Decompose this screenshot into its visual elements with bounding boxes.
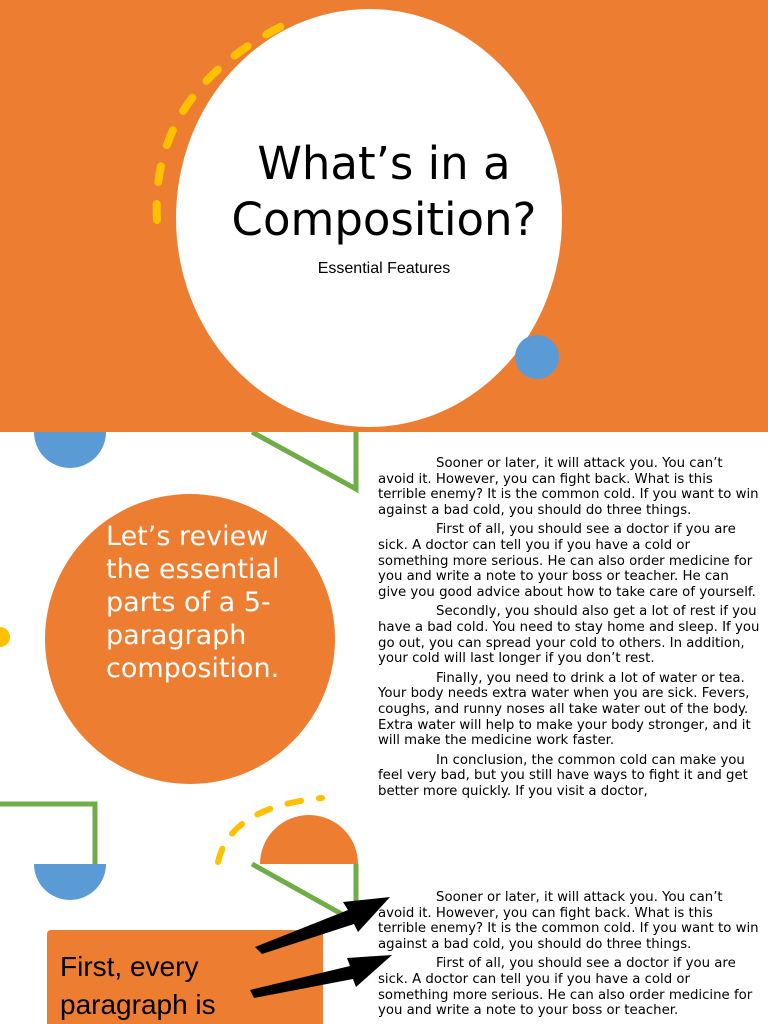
slide-subtitle: Essential Features — [317, 260, 451, 277]
essay-paragraph: Finally, you need to drink a lot of water or tea. Your body needs extra water when you are sick. Fevers, coughs, and runny noses all take water out of the body. Extra water will help to make your body stronger, and it will make the medicine work faster. — [378, 670, 751, 749]
blue-dot-decoration — [515, 335, 559, 379]
content-slide — [0, 432, 768, 1024]
callout-line-1: First, every — [60, 951, 199, 982]
title-line-1: What’s in a — [257, 137, 511, 190]
essay-paragraph: In conclusion, the common cold can make you feel very bad, but you still have ways to fight it and get better more quickly. If you visit a doctor, — [378, 752, 748, 799]
arrows — [0, 432, 768, 1024]
essay-paragraph: First of all, you should see a doctor if you are sick. A doctor can tell you if you have a cold or something more serious. He can also order medicine for you and write a note to your boss or teacher. He can give you good advice about how to take care of yourself. — [378, 522, 756, 600]
arrow-right-icon — [255, 897, 390, 954]
essay-paragraph: Sooner or later, it will attack you. You can’t avoid it. However, you can fight back. What is this terrible enemy? It is the common cold. If you want to win against a bad cold, you should do three things. — [378, 890, 759, 952]
arrow-right-icon — [250, 955, 392, 998]
essay-paragraph: Secondly, you should also get a lot of rest if you have a bad cold. You need to stay home and sleep. If you go out, you can spread your cold to others. In addition, your cold will last longer if you don’t rest. — [378, 604, 760, 667]
callout-line-2: paragraph is — [60, 989, 216, 1020]
title-slide — [0, 0, 768, 432]
review-text: Let’s review the essential parts of a 5-paragraph composition. — [106, 521, 280, 684]
essay-paragraph: First of all, you should see a doctor if you are sick. A doctor can tell you if you have a cold or something more serious. He can also order medicine for you and write a note to your boss or teacher. — [378, 956, 753, 1019]
essay-paragraph: Sooner or later, it will attack you. You can’t avoid it. However, you can fight back. What is this terrible enemy? It is the common cold. If you want to win against a bad cold, you should do three things. — [378, 456, 759, 518]
title-line-2: Composition? — [231, 193, 537, 246]
slide-title — [176, 136, 592, 248]
